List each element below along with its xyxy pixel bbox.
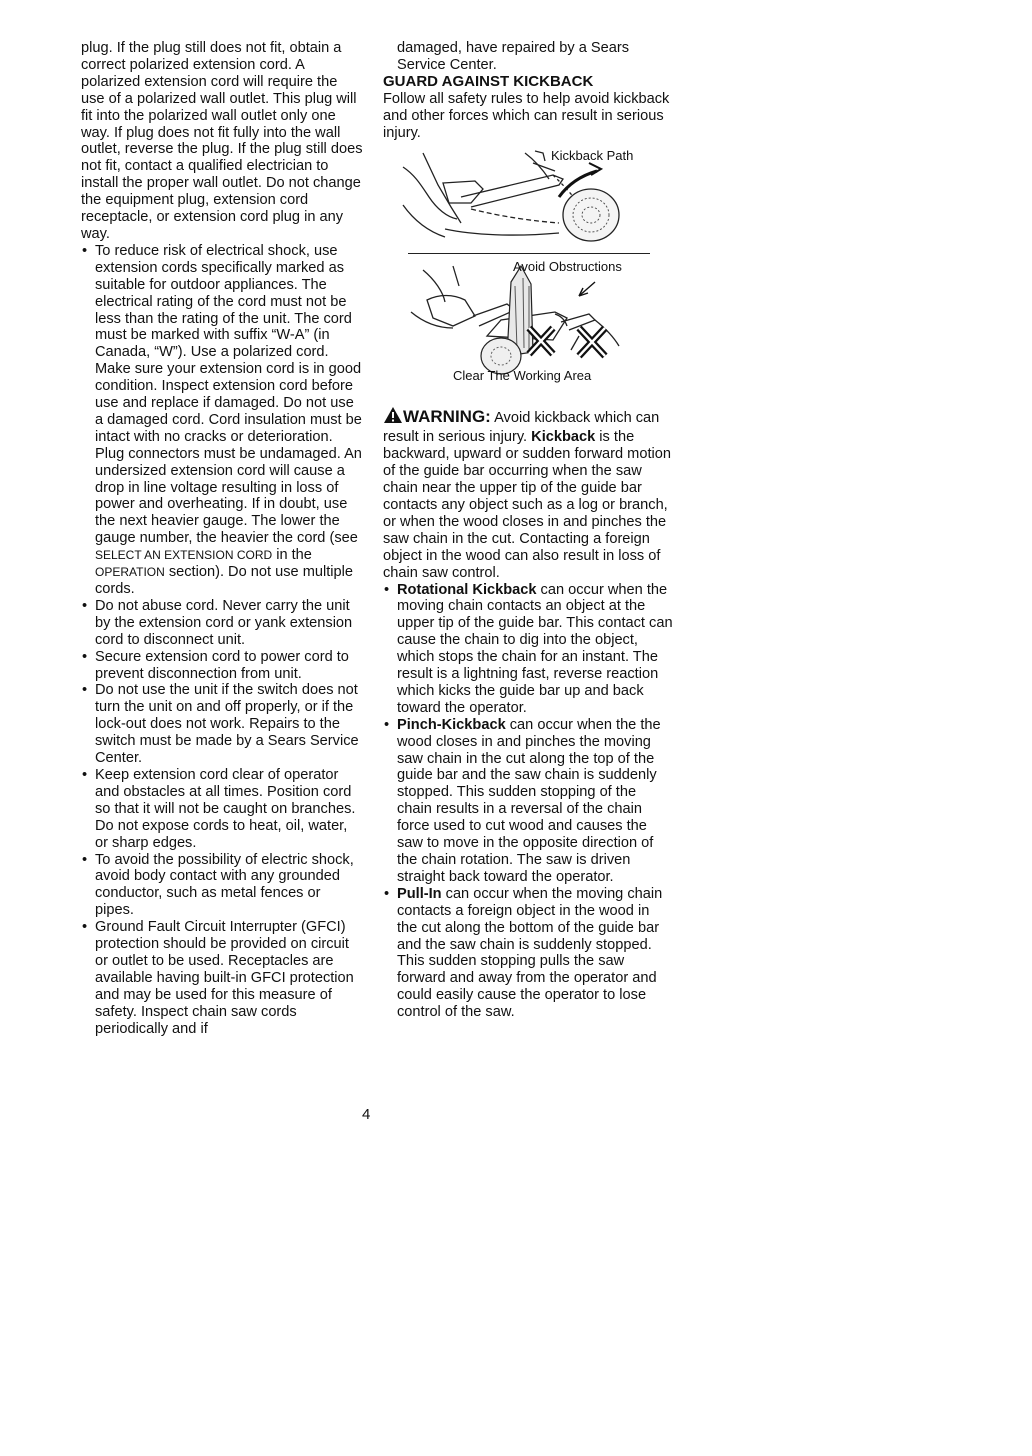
intro-paragraph: plug. If the plug still does not fit, obtain a correct polarized extension cord. A polarized extension cord will require the use of a polarized wall outlet. This plug will fit into the polarized wall outlet only one way. If plug does not fit fully into the wall outlet, reverse the plug. If the plug still does not fit, contact a qualified electrician to install the proper wall outlet. Do not change the equipment plug, extension cord receptacle, or extension cord plug in any way. [81,40,363,242]
extension-cord-bullets [81,243,363,1038]
bullet-outdoor-cords: • To reduce risk of electrical shock, use extension cords specifically marked as suitable for outdoor appliances. The electrical rating of the cord must not be less than the rating of the unit. The cord must be marked with suffix “W-A” (in Canada, “W”). Use a polarized cord. Make sure your extension cord is in good condition. Inspect extension cord before use and replace if damaged. Do not use a damaged cord. Cord insulation must be intact with no cracks or deterioration. Plug connectors must be undamaged. An undersized extension cord will cause a drop in line voltage resulting in loss of power and overheating. If in doubt, use the next heavier gauge. The lower the gauge number, the heavier the cord (see SELECT AN EXTENSION CORD in the OPERATION section). Do not use multiple cords. [81,243,363,598]
section-heading: GUARD AGAINST KICKBACK [383,72,594,90]
kickback-path-label: Kickback Path [551,148,634,164]
page-number: 4 [362,1106,371,1123]
operation-ref: OPERATION [95,565,165,580]
kickback-path-figure [383,145,673,249]
clear-working-area-label: Clear The Working Area [453,368,592,384]
avoid-obstructions-label: Avoid Obstructions [513,259,622,275]
bullet-pull-in: • Pull-In can occur when the moving chain contacts a foreign object in the wood in the cut along the bottom of the guide bar and the saw chain is suddenly stopped. This sudden stopping pulls the saw forward and away from the operator and could easily cause the operator to lose control of the saw. [383,886,673,1021]
bullet-cord-abuse: • Do not abuse cord. Never carry the unit by the extension cord or yank extension cord to disconnect unit. [81,598,363,649]
bullet-rotational-kickback: • Rotational Kickback can occur when the moving chain contacts an object at the upper tip of the guide bar. This contact can cause the chain to dig into the object, which stops the chain for an instant. The result is a lightning fast, reverse reaction which kicks the guide bar up and back toward the operator. [383,582,673,717]
kickback-term: Kickback [531,429,596,446]
bullet-gfci: • Ground Fault Circuit Interrupter (GFCI) protection should be provided on circuit or outlet to be used. Receptacles are available having built-in GFCI protection and may be used for this measure of safety. Inspect chain saw cords periodically and if [81,919,363,1037]
bullet-cord-clear: • Keep extension cord clear of operator and obstacles at all times. Position cord so that it will not be caught on branches. Do not expose cords to heat, oil, water, or sharp edges. [81,767,363,852]
warning-label: WARNING: [403,407,491,427]
figure-divider [408,253,650,254]
kickback-types-list [383,582,673,1022]
bullet-pinch-kickback: • Pinch-Kickback can occur when the the wood closes in and pinches the moving saw chain in the cut along the top of the guide bar and the saw chain is suddenly stopped. This sudden stopping of the chain results in a reversal of the chain force used to cut wood and causes the saw to move in the opposite direction of the chain rotation. The saw is driven straight back toward the operator. [383,717,673,886]
warning-triangle-icon [383,406,403,429]
bullet-switch: • Do not use the unit if the switch does not turn the unit on and off properly, or if the lock-out does not work. Repairs to the switch must be made by a Sears Service Center. [81,682,363,767]
left-column [81,40,363,1037]
bullet-secure-cord: • Secure extension cord to power cord to prevent disconnection from unit. [81,649,363,683]
bullet-electric-shock: • To avoid the possibility of electric shock, avoid body contact with any grounded conductor, such as metal fences or pipes. [81,852,363,920]
select-extension-cord-ref: SELECT AN EXTENSION CORD [95,548,273,563]
warning-paragraph: WARNING: Avoid kickback which can result in serious injury. Kickback is the backward, upward or sudden forward motion of the guide bar occurring when the saw chain near the upper tip of the guide bar contacts any object such as a log or branch, or when the wood closes in and pinches the saw chain in the cut. Contacting a foreign object in the wood can also result in loss of chain saw control. [383,407,671,581]
continuation-text: damaged, have repaired by a Sears Service Center. [397,40,630,73]
heading-body: Follow all safety rules to help avoid kickback and other forces which can result in serious injury. [383,90,670,141]
right-column [383,40,673,1021]
avoid-obstructions-figure [383,256,673,388]
